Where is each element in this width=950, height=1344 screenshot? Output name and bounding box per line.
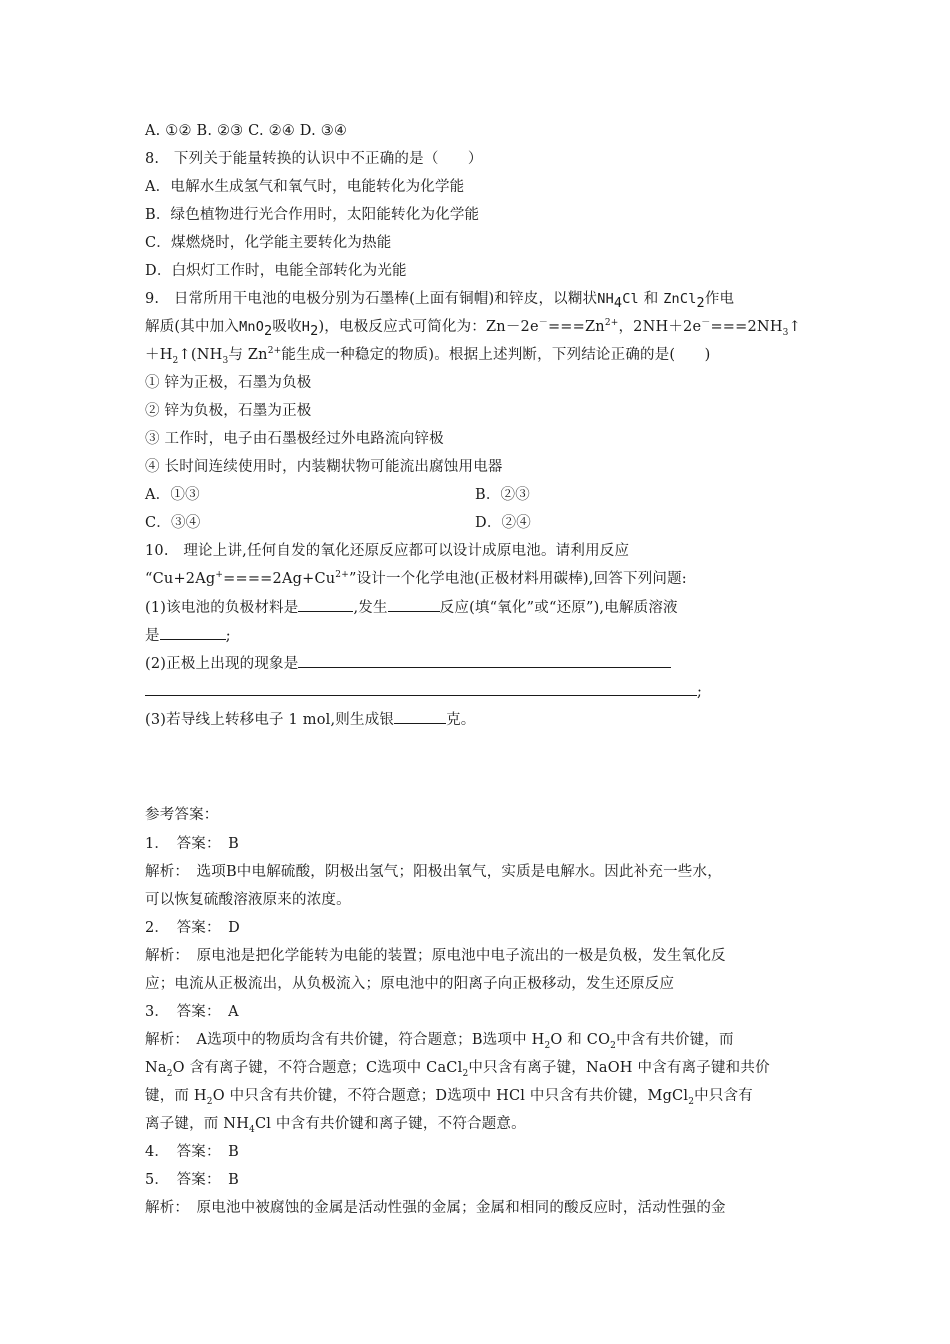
q8-option-a: A．电解水生成氢气和氧气时，电能转化为化学能 [145, 179, 465, 195]
q8-option-b: B．绿色植物进行光合作用时，太阳能转化为化学能 [145, 207, 480, 223]
answer-blank [160, 625, 226, 640]
answer-blank [298, 597, 353, 612]
answer-blank [388, 597, 440, 612]
answer-2: 2． 答案： D [145, 920, 240, 936]
q9-statement-3: ③ 工作时，电子由石墨极经过外电路流向锌极 [145, 431, 444, 447]
q9-options-row-1 [145, 485, 530, 505]
q9-line-2: 解质(其中加入MnO$_2$吸收$H_2$)，电极反应式可简化为：$Zn-2e^-===Zn^{2+}$，$2NH+2e^-===2NH_3↑$ [145, 318, 801, 339]
q8-stem: 8. 下列关于能量转换的认识中不正确的是（ ） [145, 151, 483, 167]
answer-3-explanation-1: 解析： A选项中的物质均含有共价键，符合题意；B选项中 $H_2O$ 和 $CO_2$中含有共价键，而 [145, 1032, 734, 1051]
answer-3-explanation-2: $Na_2O$ 含有离子键，不符合题意；C选项中 CaCl$_2$中只含有离子键，NaOH 中含有离子键和共价 [145, 1060, 770, 1079]
q9-option-b: B．②③ [475, 487, 530, 503]
q9-statement-2: ② 锌为负极，石墨为正极 [145, 403, 312, 419]
answers-heading: 参考答案： [145, 807, 219, 823]
q9-statement-4: ④ 长时间连续使用时，内装糊状物可能流出腐蚀用电器 [145, 459, 503, 475]
answer-1-explanation-2: 可以恢复硫酸溶液原来的浓度。 [145, 892, 351, 908]
q10-line-6: ; [145, 681, 702, 702]
q9-line-1: 9. 日常所用干电池的电极分别为石墨棒(上面有铜帽)和锌皮，以糊状$NH_4Cl$ 和 ZnCl$_2$作电 [145, 291, 735, 311]
q10-line-3: (1)该电池的负极材料是 ,发生 反应(填“氧化”或“还原”),电解质溶液 [145, 597, 678, 618]
q9-option-d: D．②④ [475, 515, 531, 531]
q10-line-4: 是 ; [145, 625, 231, 646]
q9-line-3: $+H_2↑(NH_3$与 $Zn^{2+}$能生成一种稳定的物质)。根据上述判断，下列结论正确的是( ) [145, 346, 711, 366]
answer-blank [298, 653, 671, 668]
answer-3-explanation-3: 键，而 $H_2O$ 中只含有共价键，不符合题意；D选项中 HCl 中只含有共价键，MgCl$_2$中只含有 [145, 1088, 753, 1107]
q9-option-c: C．③④ [145, 515, 201, 531]
answer-blank [394, 709, 446, 724]
answer-3: 3． 答案： A [145, 1004, 239, 1020]
answer-2-explanation-1: 解析： 原电池是把化学能转为电能的装置；原电池中电子流出的一极是负极，发生氧化反 [145, 948, 726, 964]
answer-5: 5． 答案： B [145, 1172, 239, 1188]
answer-5-explanation-1: 解析： 原电池中被腐蚀的金属是活动性强的金属；金属和相同的酸反应时，活动性强的金 [145, 1200, 726, 1216]
q9-statement-1: ① 锌为正极，石墨为负极 [145, 375, 312, 391]
answer-1-explanation-1: 解析： 选项B中电解硫酸，阴极出氢气；阳极出氧气，实质是电解水。因此补充一些水， [145, 864, 722, 880]
q7-options: A. ①② B. ②③ C. ②④ D. ③④ [145, 123, 348, 139]
answer-3-explanation-4: 离子键，而 $NH_4Cl$ 中含有共价键和离子键，不符合题意。 [145, 1116, 526, 1135]
q8-option-c: C．煤燃烧时，化学能主要转化为热能 [145, 235, 392, 251]
q9-option-a: A．①③ [145, 487, 200, 503]
answer-blank [145, 681, 697, 696]
answer-2-explanation-2: 应；电流从正极流出，从负极流入；原电池中的阳离子向正极移动，发生还原反应 [145, 976, 675, 992]
q10-line-7: (3)若导线上转移电子 1 mol,则生成银 克。 [145, 709, 476, 730]
q10-line-1: 10. 理论上讲,任何自发的氧化还原反应都可以设计成原电池。请利用反应 [145, 543, 630, 559]
q10-line-2: “$Cu+2Ag^+====2Ag+Cu^{2+}$”设计一个化学电池(正极材料用碳棒),回答下列问题: [145, 570, 687, 587]
answer-4: 4． 答案： B [145, 1144, 239, 1160]
q9-options-row-2 [145, 513, 531, 533]
answer-1: 1． 答案： B [145, 836, 239, 852]
q8-option-d: D．白炽灯工作时，电能全部转化为光能 [145, 263, 407, 279]
q10-line-5: (2)正极上出现的现象是 [145, 653, 671, 674]
